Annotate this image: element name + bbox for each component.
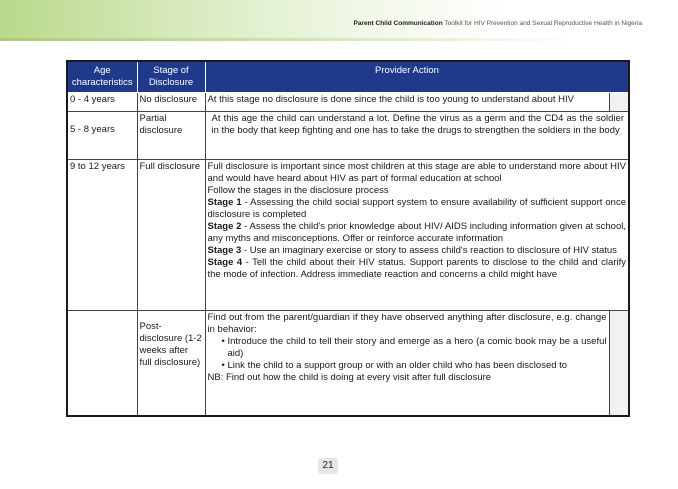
cell-action xyxy=(205,311,609,417)
stage-3-label: Stage 3 xyxy=(207,245,242,256)
cell-action xyxy=(205,112,629,160)
action-intro: Full disclosure is important since most children at this stage are able to understand more about HIV and would have heard about HIV as part of formal education at school xyxy=(207,161,626,184)
table-row xyxy=(67,112,629,160)
page-number: 21 xyxy=(318,458,338,474)
stage-2-text: - Assess the child's prior knowledge about HIV/ AIDS including information given at school, any myths and misconceptions. Offer or reinforce accurate information xyxy=(207,221,626,244)
disclosure-table xyxy=(66,60,630,417)
cell-stage: Full disclosure xyxy=(137,160,205,311)
stage-3-item xyxy=(208,245,627,257)
bullet-dot-icon: • xyxy=(221,360,225,371)
cell-age: 9 to 12 years xyxy=(67,160,137,311)
cell-action xyxy=(205,93,609,112)
action-intro: Find out from the parent/guardian if they have observed anything after disclosure, e.g. change in behavior: xyxy=(207,312,607,335)
table-header-row xyxy=(67,61,629,93)
stage-4-text: - Tell the child about their HIV status. Support parents to disclose to the child and clarify the mode of infection. Address immediate reaction and concerns a child might have xyxy=(207,257,626,280)
cell-stage: No disclosure xyxy=(137,93,205,112)
bullet-item xyxy=(208,360,607,372)
bullet-dot-icon: • xyxy=(221,336,225,347)
action-note: NB: Find out how the child is doing at every visit after full disclosure xyxy=(207,372,492,383)
bullet-item xyxy=(208,336,607,360)
running-header xyxy=(353,20,642,27)
stage-4-item xyxy=(208,257,627,281)
action-follow: Follow the stages in the disclosure process xyxy=(207,185,389,196)
stage-4-label: Stage 4 xyxy=(207,257,243,268)
cell-age: 0 - 4 years xyxy=(67,93,137,112)
cell-action xyxy=(205,160,629,311)
header-action: Provider Action xyxy=(205,61,609,93)
header-spacer xyxy=(609,61,629,93)
stage-2-label: Stage 2 xyxy=(207,221,242,232)
header-rule xyxy=(0,38,678,41)
cell-age xyxy=(67,311,137,417)
stage-1-item xyxy=(208,197,627,221)
stage-3-text: - Use an imaginary exercise or story to assess child's reaction to disclosure of HIV status xyxy=(241,245,617,256)
running-header-rest: Toolkit for HIV Prevention and Sexual Reproductive Health in Nigeria xyxy=(442,20,642,27)
table-row xyxy=(67,93,629,112)
action-text: At this age the child can understand a lot. Define the virus as a germ and the CD4 as the soldier in the body that keep fighting and one has to take the drugs to strengthen the soldiers in the body xyxy=(211,113,624,136)
cell-spacer xyxy=(609,311,629,417)
table-row xyxy=(67,160,629,311)
bullet-text: Link the child to a support group or with an older child who has been disclosed to xyxy=(227,360,568,371)
cell-stage: Post-disclosure (1-2 weeks after full disclosure) xyxy=(137,311,205,417)
stage-1-label: Stage 1 xyxy=(207,197,242,208)
table-row xyxy=(67,311,629,417)
running-header-bold: Parent Child Communication xyxy=(353,20,443,27)
cell-stage: Partial disclosure xyxy=(137,112,205,160)
stage-2-item xyxy=(208,221,627,245)
action-text: At this stage no disclosure is done since the child is too young to understand about HIV xyxy=(207,94,575,105)
bullet-text: Introduce the child to tell their story and emerge as a hero (a comic book may be a useful aid) xyxy=(227,336,607,359)
header-stage: Stage of Disclosure xyxy=(137,61,205,93)
cell-spacer xyxy=(609,93,629,112)
cell-age: 5 - 8 years xyxy=(67,112,137,160)
header-age: Age characteristics xyxy=(67,61,137,93)
stage-1-text: - Assessing the child social support system to ensure availability of sufficient support once disclosure is completed xyxy=(207,197,626,220)
